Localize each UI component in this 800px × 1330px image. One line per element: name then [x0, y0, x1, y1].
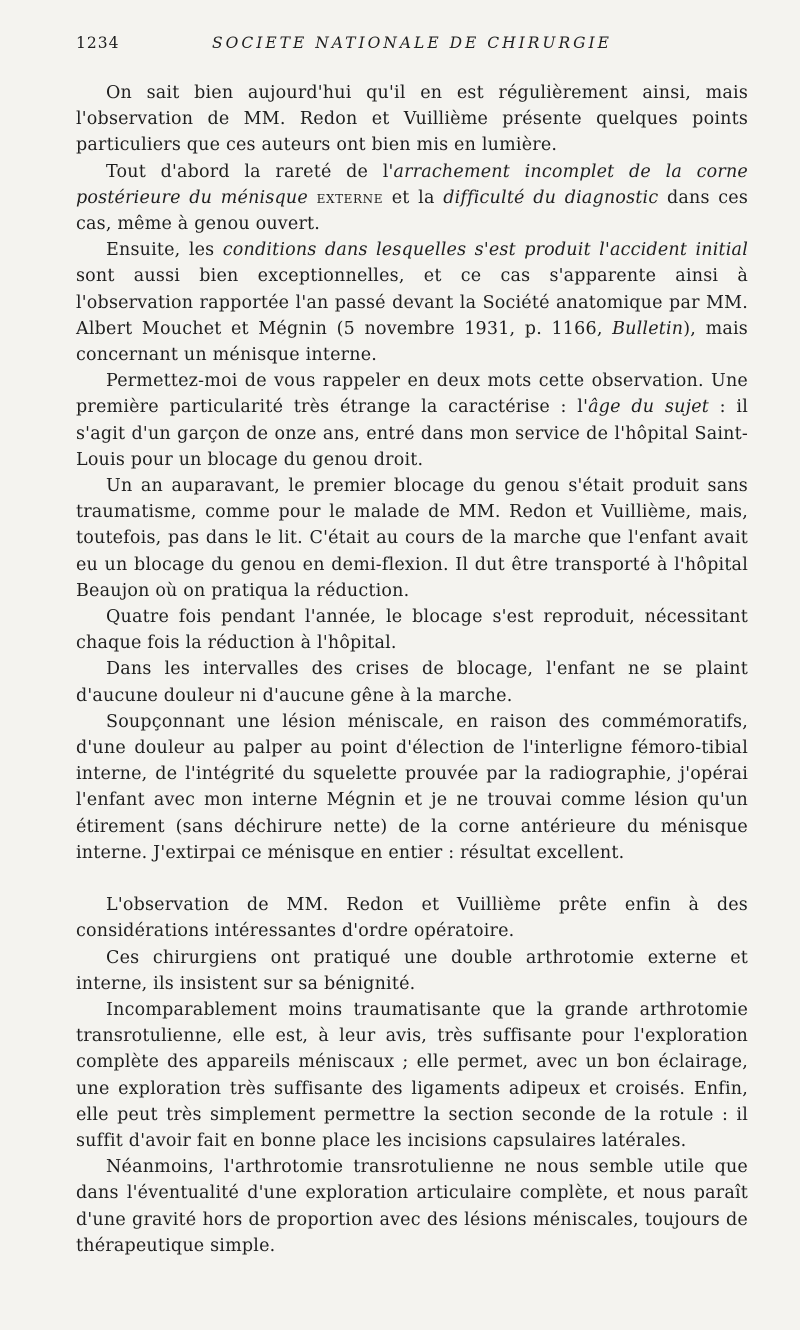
paragraph: Un an auparavant, le premier blocage du genou s'était produit sans traumatisme, comme pour le malade de MM. Redon et Vuillième, mais, toutefois, pas dans le lit. C'était au cours de la marche que l'enfant avait eu un blocage du genou en demi-flexion. Il dut être transporté à l'hôpital Beaujon où on pratiqua la réduction.	[76, 476, 748, 601]
paragraph: Ces chirurgiens ont pratiqué une double arthrotomie externe et interne, ils insistent sur sa bénignité.	[76, 947, 748, 994]
emphasis: Bulletin	[612, 318, 684, 339]
paragraph: Néanmoins, l'arthrotomie transrotulienne ne nous semble utile que dans l'éventualité d'une exploration articulaire complète, et nous paraît d'une gravité hors de proportion avec des lésions méniscales, toujours de thérapeutique simple.	[76, 1157, 748, 1256]
article-body	[76, 80, 748, 1259]
paragraph: Soupçonnant une lésion méniscale, en raison des commémoratifs, d'une douleur au palper au point d'élection de l'interligne fémoro-tibial interne, de l'intégrité du squelette prouvée par la radiographie, j'opérai l'enfant avec mon interne Mégnin et je ne trouvai comme lésion qu'un étirement (sans déchirure nette) de la corne antérieure du ménisque interne. J'extirpai ce ménisque en entier : résultat excellent.	[76, 711, 748, 863]
small-caps-text: externe	[316, 187, 384, 208]
emphasis: âge du sujet	[588, 397, 709, 418]
emphasis: arrachement incomplet de la corne postérieure du ménisque	[76, 161, 748, 208]
emphasis: difficulté du diagnostic	[443, 187, 659, 208]
paragraph: Incomparablement moins traumatisante que la grande arthrotomie transrotulienne, elle est, à leur avis, très suffisante pour l'exploration complète des appareils méniscaux ; elle permet, avec un bon éclairage, une exploration très suffisante des ligaments adipeux et croisés. Enfin, elle peut très simplement permettre la section seconde de la rotule : il suffit d'avoir fait en bonne place les incisions capsulaires latérales.	[76, 999, 748, 1151]
page-header	[76, 34, 748, 58]
paragraph: Ensuite, les conditions dans lesquelles s'est produit l'accident initial sont aussi bien exceptionnelles, et ce cas s'apparente ainsi à l'observation rapportée l'an passé devant la Société anatomique par MM. Albert Mouchet et Mégnin (5 novembre 1931, p. 1166, Bulletin), mais concernant un ménisque interne.	[76, 240, 748, 366]
paragraph: Dans les intervalles des crises de blocage, l'enfant ne se plaint d'aucune douleur ni d'aucune gêne à la marche.	[76, 659, 748, 706]
emphasis: conditions dans lesquelles s'est produit l'accident initial	[222, 240, 748, 261]
paragraph: L'observation de MM. Redon et Vuillième prête enfin à des considérations intéressantes d'ordre opératoire.	[76, 895, 748, 942]
page-number: 1234	[76, 34, 120, 52]
running-title: SOCIETE NATIONALE DE CHIRURGIE	[212, 34, 612, 52]
paragraph: Tout d'abord la rareté de l'arrachement incomplet de la corne postérieure du ménisque externe et la difficulté du diagnostic dans ces cas, même à genou ouvert.	[76, 161, 749, 235]
paragraph: Permettez-moi de vous rappeler en deux mots cette observation. Une première particularité très étrange la caractérise : l'âge du sujet : il s'agit d'un garçon de onze ans, entré dans mon service de l'hôpital Saint-Louis pour un blocage du genou droit.	[76, 371, 748, 470]
paragraph: On sait bien aujourd'hui qu'il en est régulièrement ainsi, mais l'observation de MM. Redon et Vuillième présente quelques points particuliers que ces auteurs ont bien mis en lumière.	[76, 83, 748, 156]
paragraph: Quatre fois pendant l'année, le blocage s'est reproduit, nécessitant chaque fois la réduction à l'hôpital.	[76, 607, 748, 654]
